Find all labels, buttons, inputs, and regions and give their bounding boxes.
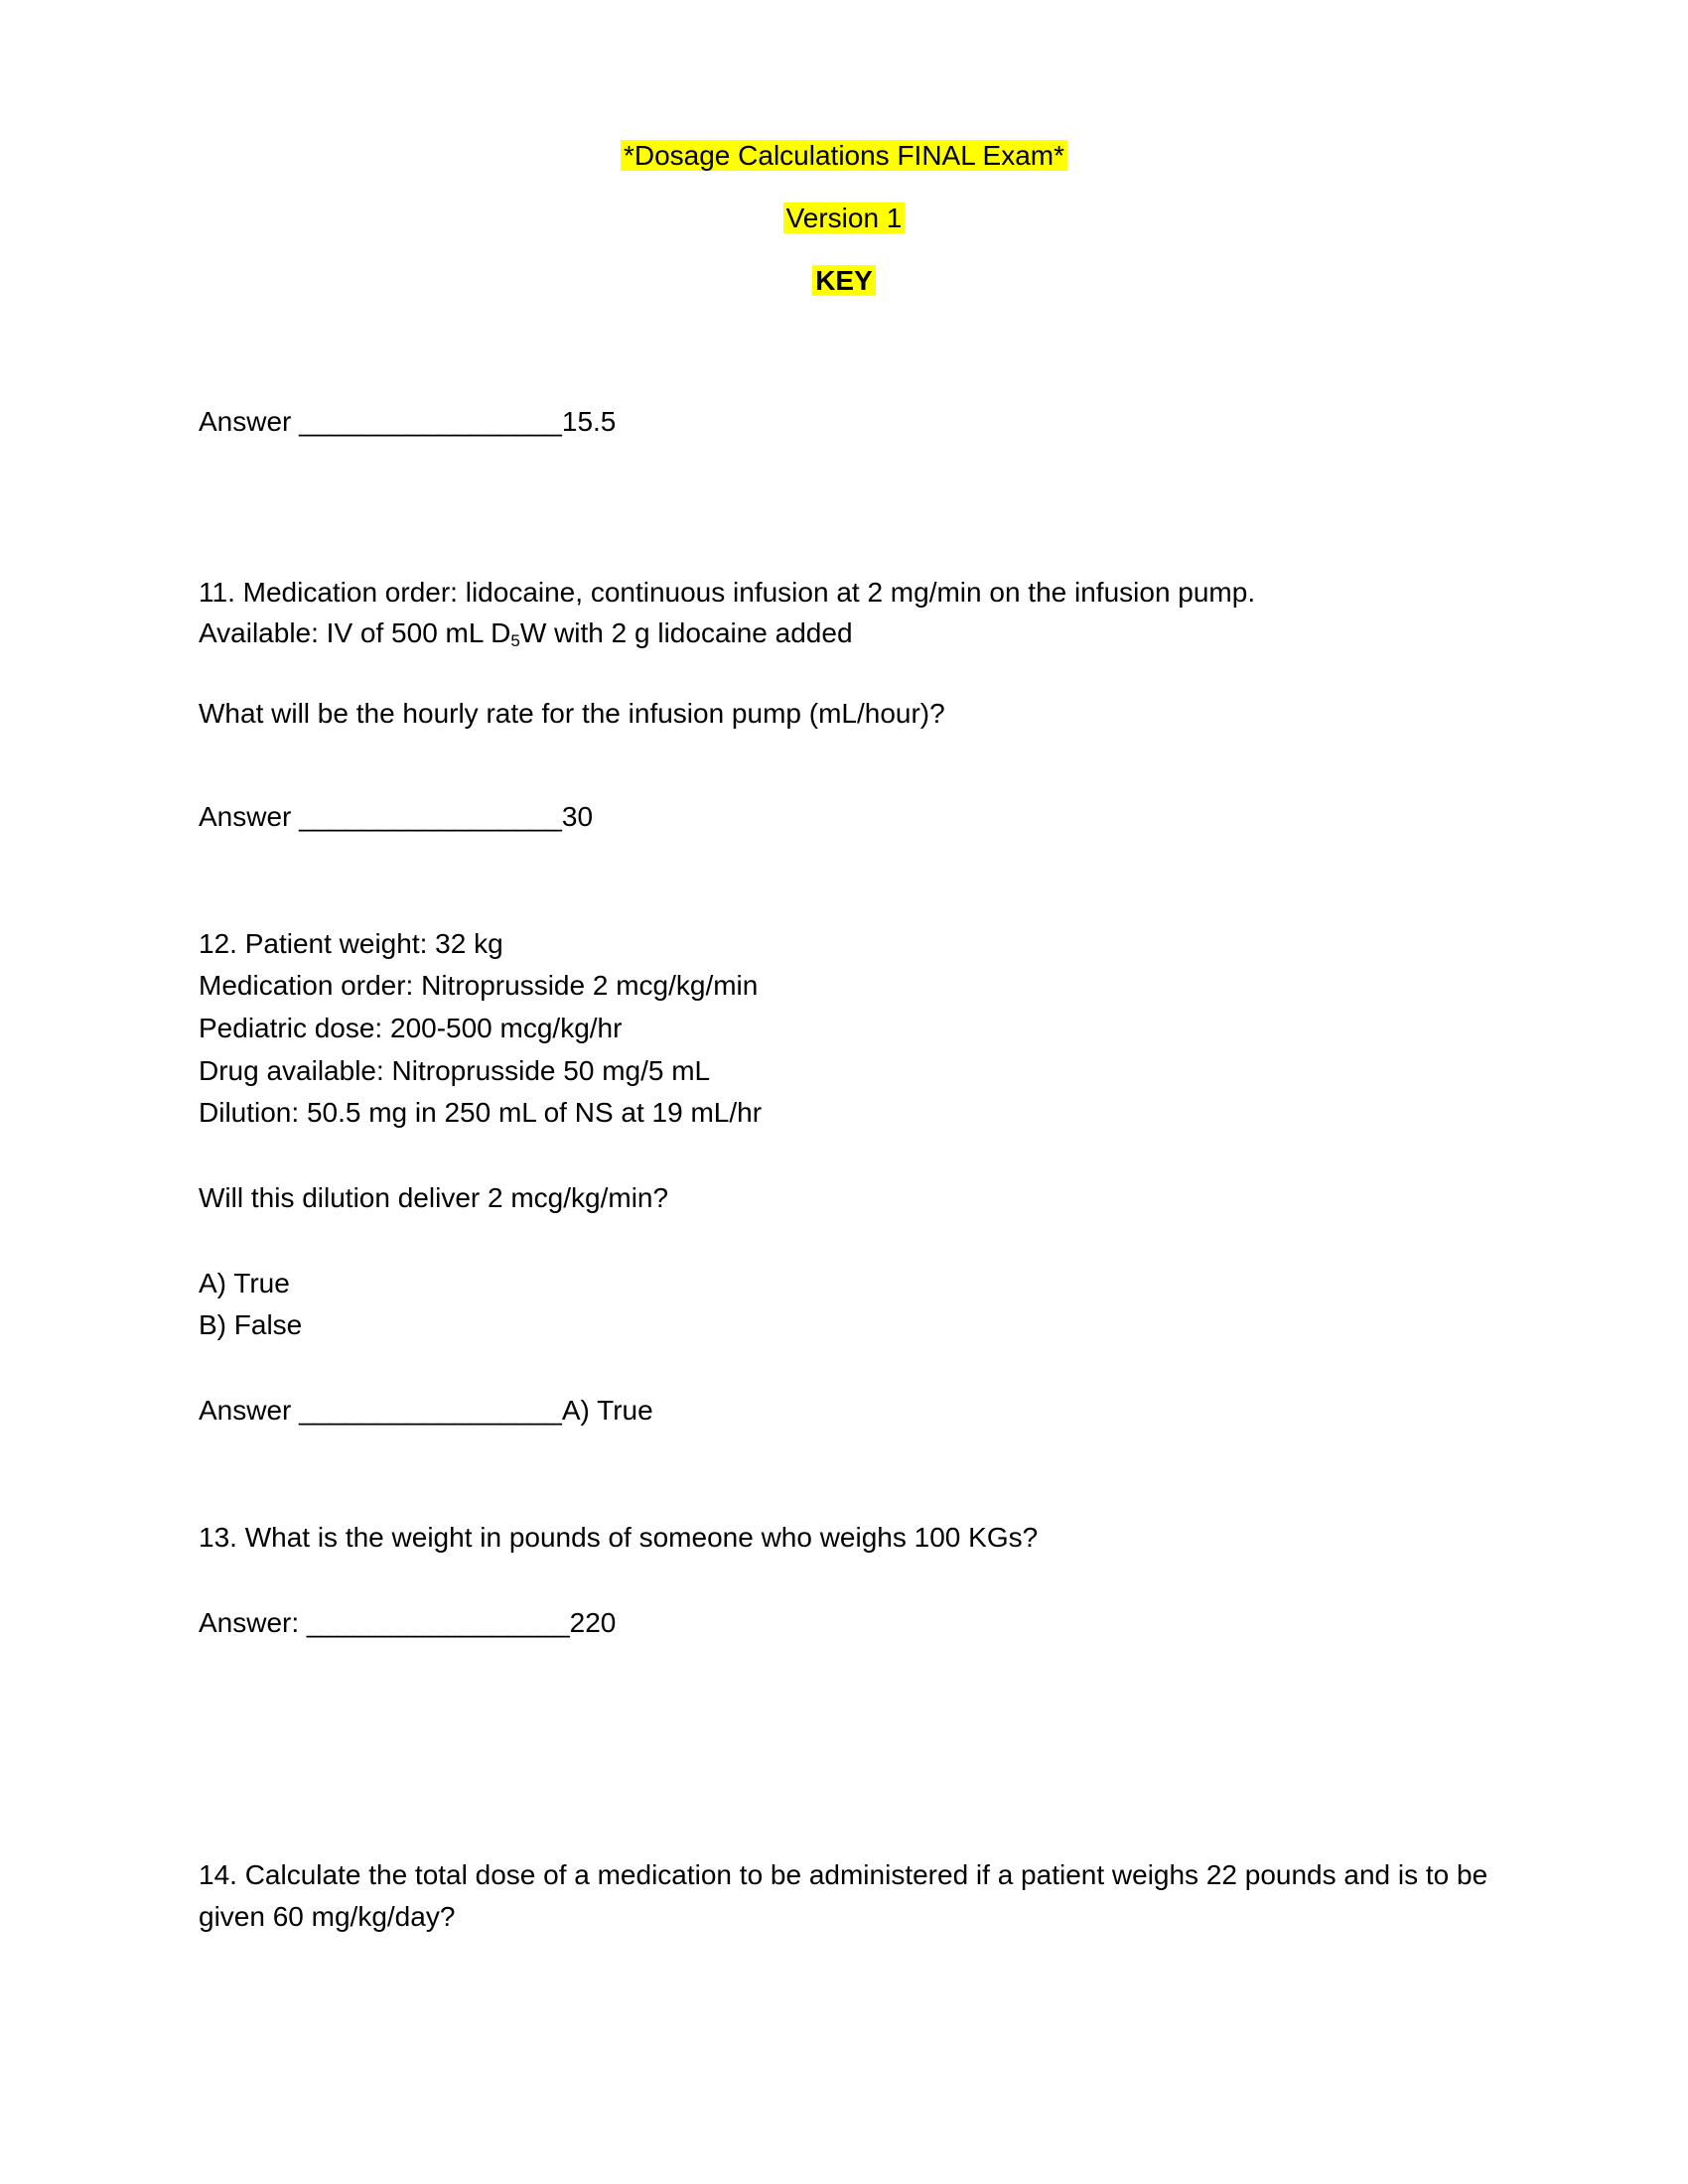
q12-pediatric-dose: Pediatric dose: 200-500 mcg/kg/hr bbox=[199, 1013, 623, 1043]
q12-dilution: Dilution: 50.5 mg in 250 mL of NS at 19 mL/hr bbox=[199, 1097, 763, 1128]
exam-title bbox=[0, 137, 1688, 175]
q11-available-suffix: W with 2 g lidocaine added bbox=[519, 617, 853, 648]
exam-key-label bbox=[0, 262, 1688, 300]
q12-weight: 12. Patient weight: 32 kg bbox=[199, 928, 503, 959]
exam-key-text: KEY bbox=[812, 265, 876, 296]
exam-version bbox=[0, 200, 1688, 237]
answer-q13: Answer: _________________220 bbox=[199, 1607, 617, 1638]
q11-available-prefix: Available: IV of 500 mL D bbox=[199, 617, 511, 648]
q12-question: Will this dilution deliver 2 mcg/kg/min? bbox=[199, 1182, 669, 1213]
answer-q11: Answer _________________30 bbox=[199, 801, 594, 832]
q11-available bbox=[199, 614, 853, 652]
q12-option-b: B) False bbox=[199, 1309, 303, 1340]
answer-q10: Answer _________________15.5 bbox=[199, 406, 617, 437]
q12-option-a: A) True bbox=[199, 1268, 290, 1298]
exam-version-text: Version 1 bbox=[783, 203, 906, 233]
exam-title-text: *Dosage Calculations FINAL Exam* bbox=[621, 140, 1067, 171]
q13-question: 13. What is the weight in pounds of someone who weighs 100 KGs? bbox=[199, 1522, 1039, 1553]
q11-question: What will be the hourly rate for the infusion pump (mL/hour)? bbox=[199, 698, 945, 729]
q14-question: 14. Calculate the total dose of a medication to be administered if a patient weighs 22 pounds and is to be given 60 mg/kg/day? bbox=[199, 1859, 1488, 1932]
q12-drug-available: Drug available: Nitroprusside 50 mg/5 mL bbox=[199, 1055, 711, 1086]
q11-order: 11. Medication order: lidocaine, continuous infusion at 2 mg/min on the infusion pump. bbox=[199, 577, 1256, 608]
answer-q12: Answer _________________A) True bbox=[199, 1395, 653, 1426]
q11-available-subscript: 5 bbox=[510, 631, 520, 650]
q12-order: Medication order: Nitroprusside 2 mcg/kg/min bbox=[199, 970, 759, 1001]
